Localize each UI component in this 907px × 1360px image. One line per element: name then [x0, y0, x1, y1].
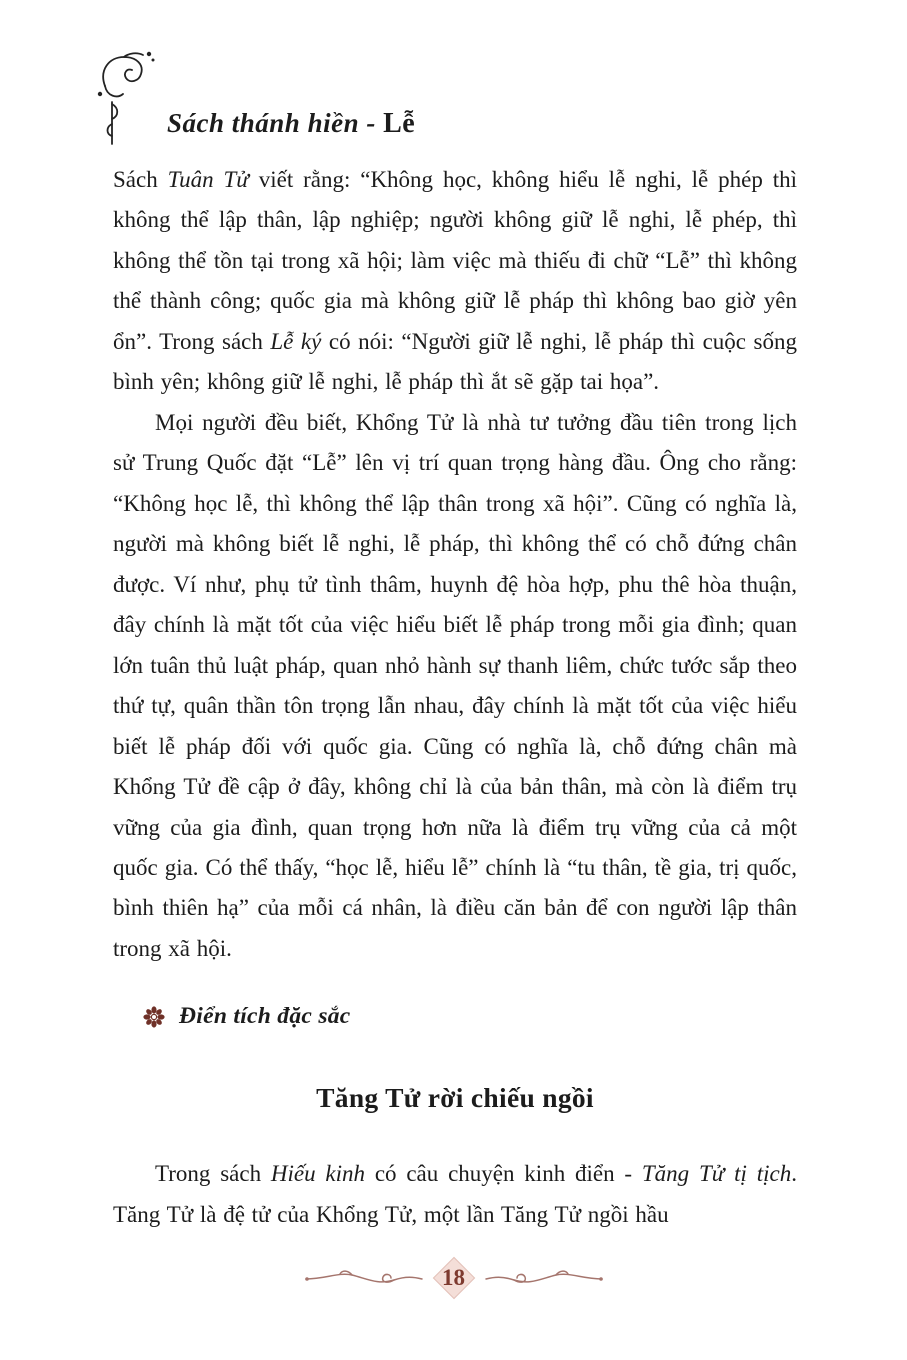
- page-header: [95, 50, 415, 146]
- paragraph-1: Sách Tuân Tử viết rằng: “Không học, không hiểu lễ nghi, lễ phép thì không thể lập thân, lập nghiệp; người không giữ lễ nghi, lễ phép, thì không thể tồn tại trong xã hội; làm việc mà thiếu đi chữ “Lễ” thì không thể thành công; quốc gia mà không giữ lễ pháp thì không bao giờ yên ổn”. Trong sách Lễ ký có nói: “Người giữ lễ nghi, lễ pháp thì cuộc sống bình yên; không giữ lễ nghi, lễ pháp thì ắt sẽ gặp tai họa”.: [113, 167, 797, 395]
- section-label: Điển tích đặc sắc: [179, 1003, 351, 1030]
- corner-flourish-icon: [95, 50, 157, 146]
- paragraph-3: Trong sách Hiếu kinh có câu chuyện kinh điển - Tăng Tử tị tịch. Tăng Tử là đệ tử của Khổng Tử, một lần Tăng Tử ngồi hầu: [113, 1161, 797, 1227]
- header-title-emphasis: Lễ: [383, 108, 416, 139]
- page-content: [113, 160, 797, 1235]
- section-marker: [143, 1003, 797, 1030]
- story-heading: Tăng Tử rời chiếu ngồi: [316, 1082, 594, 1114]
- page-footer: [0, 1258, 907, 1298]
- footer-flourish-left-icon: [304, 1265, 424, 1291]
- header-title-text: Sách thánh hiền -: [167, 108, 384, 138]
- header-title: [167, 108, 415, 140]
- page-number-box: [430, 1258, 478, 1298]
- page-number: 18: [442, 1265, 465, 1290]
- paragraph-2: Mọi người đều biết, Khổng Tử là nhà tư tưởng đầu tiên trong lịch sử Trung Quốc đặt “Lễ” lên vị trí quan trọng hàng đầu. Ông cho rằng: “Không học lễ, thì không thể lập thân trong xã hội”. Cũng có nghĩa là, người mà không biết lễ nghi, lễ pháp, thì không thể có chỗ đứng chân được. Ví như, phụ tử tình thâm, huynh đệ hòa hợp, phu thê hòa thuận, đây chính là mặt tốt của việc hiểu biết lễ pháp trong mỗi gia đình; quan lớn tuân thủ luật pháp, quan nhỏ hành sự thanh liêm, chức tước sắp theo thứ tự, quân thần tôn trọng lẫn nhau, đây chính là mặt tốt của việc hiểu biết lễ pháp đối với quốc gia. Cũng có nghĩa là, chỗ đứng chân mà Khổng Tử đề cập ở đây, không chỉ là của bản thân, mà còn là điểm trụ vững của gia đình, quan trọng hơn nữa là điểm trụ vững của cả một quốc gia. Có thể thấy, “học lễ, hiểu lễ” chính là “tu thân, tề gia, trị quốc, bình thiên hạ” của mỗi cá nhân, là điều căn bản để con người lập thân trong xã hội.: [113, 409, 797, 961]
- flower-icon: [143, 1006, 165, 1028]
- footer-flourish-right-icon: [484, 1265, 604, 1291]
